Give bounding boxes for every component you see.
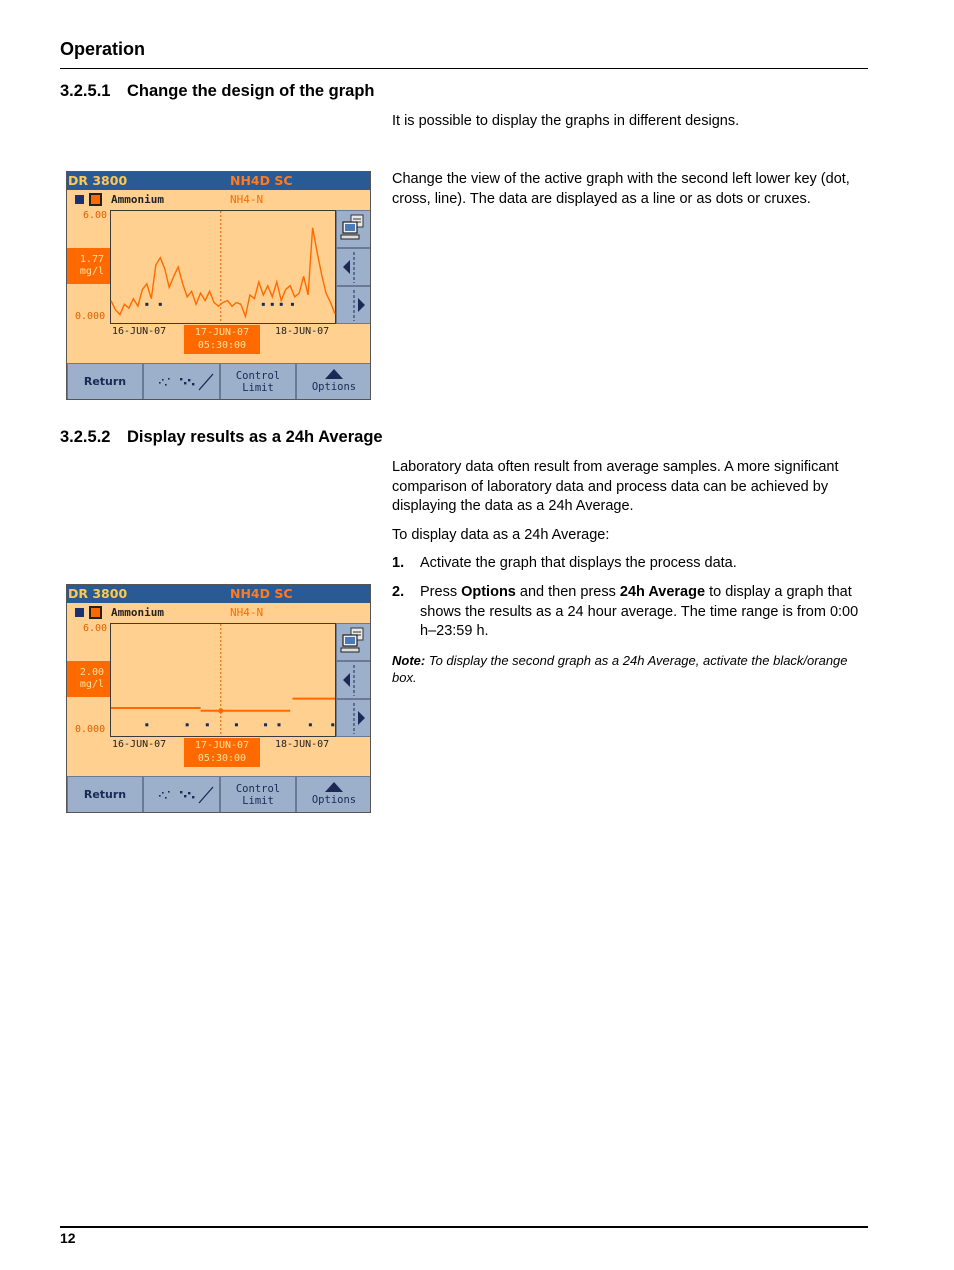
options-button[interactable] [296,776,371,813]
section-title: Display results as a 24h Average [127,428,383,446]
instrument-model: DR 3800 [68,173,128,188]
computer-icon [337,211,370,247]
step-bold-options: Options [461,584,516,600]
screen-title-bar [67,585,370,603]
arrow-right-icon [337,287,370,323]
graph-plot-area[interactable] [110,623,336,737]
control-limit-label-2: Limit [242,795,274,807]
note-label: Note: [392,653,426,668]
date-left: 16-JUN-07 [112,739,167,750]
step-text-pre: Press [420,584,462,600]
cursor-marker [218,708,223,713]
graph-select-orange-box[interactable] [89,193,102,206]
lab-data-point [264,723,267,726]
step-text-post: to display a graph that shows the results as a 24 hour average. The time range is from 0:00 h–23:59 h. [420,584,859,639]
return-button[interactable] [67,776,143,813]
lab-data-point [235,723,238,726]
step-number: 2. [392,584,405,600]
display-style-button[interactable] [143,363,220,400]
step-text: Activate the graph that displays the process data. [420,555,737,571]
screen-title-bar [67,172,370,190]
cursor-unit: mg/l [79,266,104,277]
step-2 [392,583,868,642]
parameter-name: Ammonium [111,606,164,619]
step-text-mid: and then press [515,584,620,600]
scroll-left-button[interactable] [336,248,371,286]
cursor-date-box [184,325,260,354]
graph-select-orange-box[interactable] [89,606,102,619]
lab-data-point [280,303,283,306]
options-button[interactable] [296,363,371,400]
arrow-right-icon [337,700,370,736]
display-style-button[interactable] [143,776,220,813]
cursor-value-box [67,661,110,697]
section-number: 3.2.5.2 [60,428,111,446]
options-label: Options [311,794,357,806]
y-axis-min: 0.000 [75,311,106,322]
header-rule [60,68,868,69]
triangle-up-icon [324,368,344,380]
section-title: Change the design of the graph [127,82,375,100]
note [392,652,868,686]
return-button[interactable] [67,363,143,400]
graph-select-black-box[interactable] [75,608,84,617]
return-label: Return [83,375,127,388]
lab-data-point [278,723,281,726]
footer-rule [60,1226,868,1228]
date-left: 16-JUN-07 [112,326,167,337]
options-label: Options [311,381,357,393]
print-button[interactable] [336,623,371,661]
arrow-left-icon [337,662,370,698]
cursor-time: 05:30:00 [197,340,247,351]
return-label: Return [83,788,127,801]
graph-select-black-box[interactable] [75,195,84,204]
lab-data-point [271,303,274,306]
y-axis-min: 0.000 [75,724,106,735]
note-text: To display the second graph as a 24h Average, activate the black/orange box. [392,653,848,685]
y-axis-max: 6.00 [83,210,108,221]
paragraph: It is possible to display the graphs in different designs. [392,113,740,129]
cursor-unit: mg/l [79,679,104,690]
lab-data-point [206,723,209,726]
control-limit-button[interactable] [220,363,296,400]
lab-data-point [159,303,162,306]
lab-data-point [145,303,148,306]
lab-data-point [145,723,148,726]
graph-plot-area[interactable] [110,210,336,324]
page-header-title: Operation [60,39,146,59]
section-heading-graph-design [60,82,375,101]
chemical-form: NH4-N [230,606,264,619]
paragraph: Change the view of the active graph with the second left lower key (dot, cross, line). The data are displayed as a line or as dots or cruxes. [392,171,850,207]
paragraph: To display data as a 24h Average: [392,527,610,543]
process-data-line [111,228,335,317]
instrument-screen-2 [66,584,371,813]
parameter-name: Ammonium [111,193,164,206]
step-bold-24h-average: 24h Average [619,584,706,600]
display-style-icon [149,364,215,400]
instrument-model: DR 3800 [68,586,128,601]
graph-svg [111,211,335,323]
date-right: 18-JUN-07 [275,326,330,337]
y-axis-max: 6.00 [83,623,108,634]
scroll-right-button[interactable] [336,699,371,737]
step-1 [392,554,868,574]
page-number: 12 [60,1230,76,1246]
lab-data-point [291,303,294,306]
cursor-value: 2.00 [79,667,104,678]
control-limit-label-2: Limit [242,382,274,394]
control-limit-label-1: Control [235,370,281,382]
section-heading-24h-average [60,428,383,447]
program-name: NH4D SC [230,586,293,601]
step-text [420,583,868,642]
program-name: NH4D SC [230,173,293,188]
section-number: 3.2.5.1 [60,82,111,100]
arrow-left-icon [337,249,370,285]
triangle-up-icon [324,781,344,793]
control-limit-button[interactable] [220,776,296,813]
graph-svg [111,624,335,736]
cursor-date: 17-JUN-07 [194,740,250,751]
lab-data-point [186,723,189,726]
cursor-value: 1.77 [79,254,104,265]
cursor-value-box [67,248,110,284]
cursor-time: 05:30:00 [197,753,247,764]
display-style-icon [149,777,215,813]
cursor-date-box [184,738,260,767]
computer-icon [337,624,370,660]
chemical-form: NH4-N [230,193,264,206]
scroll-right-button[interactable] [336,286,371,324]
cursor-date: 17-JUN-07 [194,327,250,338]
lab-data-point [262,303,265,306]
lab-data-point [331,723,334,726]
paragraph: Laboratory data often result from average samples. A more significant comparison of laboratory data and process data can be achieved by displaying the data as a 24h Average. [392,459,839,514]
control-limit-label-1: Control [235,783,281,795]
print-button[interactable] [336,210,371,248]
lab-data-point [309,723,312,726]
date-right: 18-JUN-07 [275,739,330,750]
step-number: 1. [392,555,405,571]
scroll-left-button[interactable] [336,661,371,699]
instrument-screen-1 [66,171,371,400]
